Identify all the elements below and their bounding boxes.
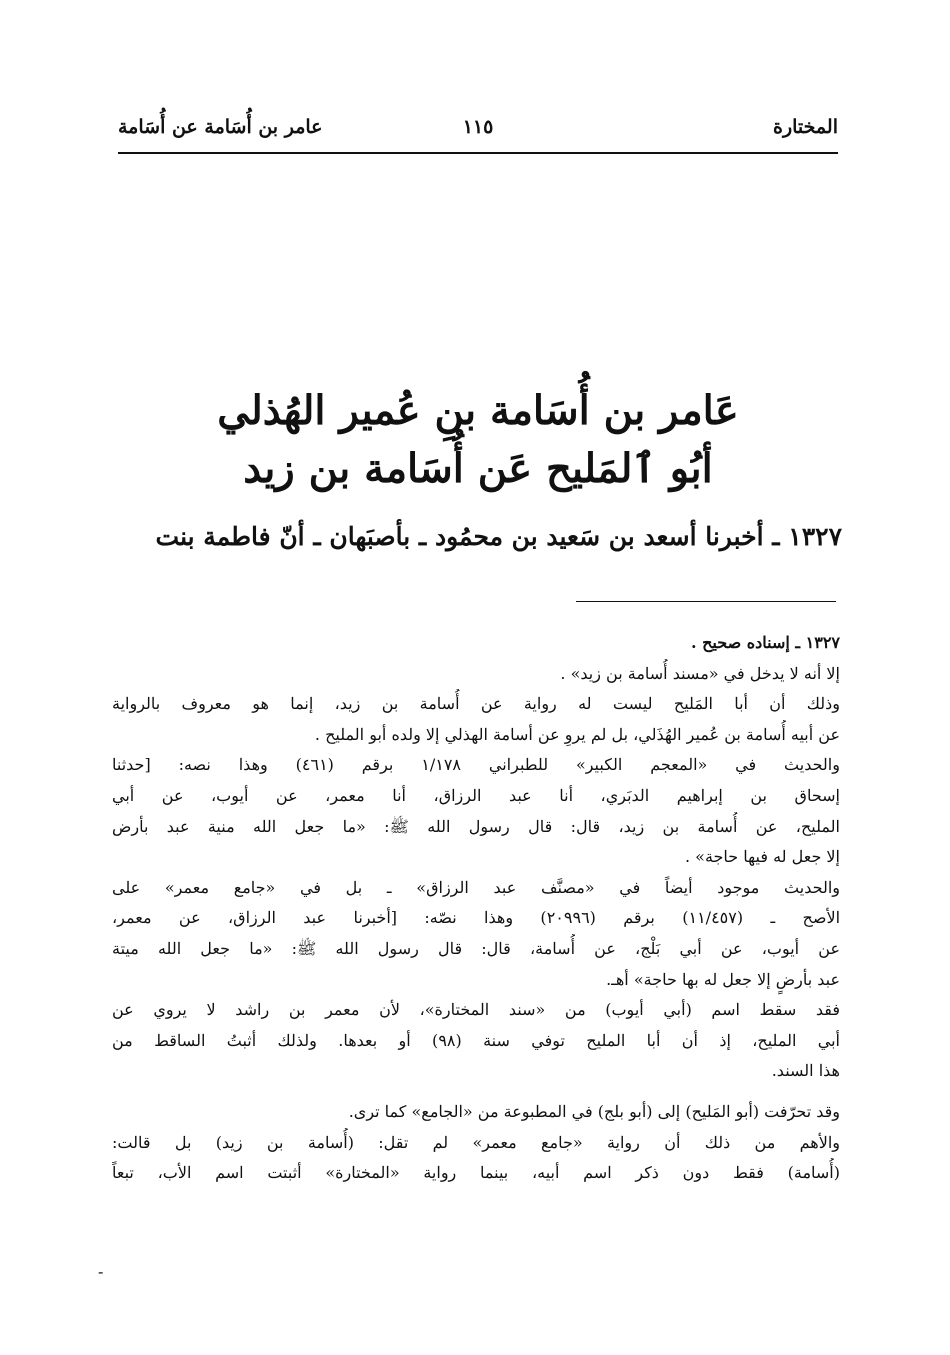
footnote-line: عن أيوب، عن أبي بَلْج، عن أُسامة، قال: قال رسول الله ﷺ: «ما جعل الله ميتة <box>112 938 840 958</box>
hadith-text <box>112 512 842 562</box>
hadith-number: ١٣٢٧ <box>788 522 842 551</box>
header-book-title: المختارة <box>773 116 838 138</box>
footnote-line: عبد بأرضٍ إلا جعل له بها حاجة» أهـ. <box>606 969 840 989</box>
footnote-line: والأهم من ذلك أن رواية «جامع معمر» لم تقل: (أُسامة بن زيد) بل قالت: <box>112 1132 840 1152</box>
hadith-body: ـ أخبرنا أسعد بن سَعيد بن محمُود ـ بأصبَهان ـ أنّ فاطمة بنت <box>155 522 780 551</box>
footnote-line: والحديث موجود أيضاً في «مصنَّف عبد الرزاق» ـ بل في «جامع معمر» على <box>112 877 840 897</box>
footnote-line: المليح، عن أُسامة بن زيد، قال: قال رسول الله ﷺ: «ما جعل الله منية عبد بأرض <box>112 816 840 836</box>
page-number: ١١٥ <box>462 116 494 138</box>
footnote-line: وقد تحرّفت (أبو المَليح) إلى (أبو بلج) في المطبوعة من «الجامع» كما ترى. <box>348 1101 840 1121</box>
footnote-line: إلا جعل له فيها حاجة» . <box>684 847 840 867</box>
chapter-title-line-1: عَامر بن أُسَامة بنِ عُمير الهُذلي <box>217 387 739 434</box>
margin-mark: - <box>98 1262 104 1281</box>
footnote-line: إلا أنه لا يدخل في «مسند أُسامة بن زيد» . <box>560 663 840 683</box>
header-rule <box>118 152 838 154</box>
footnote-line: عن أبيه أُسامة بن عُمير الهُذَلي، بل لم يروِ عن أسامة الهذلي إلا ولده أبو المليح . <box>314 724 840 744</box>
footnote-line: فقد سقط اسم (أبي أيوب) من «سند المختارة»، لأن معمر بن راشد لا يروي عن <box>112 1000 840 1020</box>
chapter-title-line-2: أبُو ٱلمَليح عَن أُسَامة بن زيد <box>243 445 713 492</box>
footnote-line: (أُسامة) فقط دون ذكر اسم أبيه، بينما رواية «المختارة» أثبتت اسم الأب، تبعاً <box>112 1163 840 1183</box>
footnote-line: هذا السند. <box>771 1061 840 1081</box>
footnote-separator <box>576 601 836 602</box>
footnote-line: وذلك أن أبا المَليح ليست له رواية عن أُسامة بن زيد، إنما هو معروف بالرواية <box>112 694 840 714</box>
footnote-line: والحديث في «المعجم الكبير» للطبراني ١/١٧٨ برقم (٤٦١) وهذا نصه: [حدثنا <box>112 755 840 775</box>
running-header <box>118 112 838 148</box>
footnotes <box>112 628 840 1189</box>
footnote-line: الأصح ـ (١١/٤٥٧) برقم (٢٠٩٩٦) وهذا نصّه: [أخبرنا عبد الرزاق، عن معمر، <box>112 908 840 928</box>
header-chapter-title: عامر بن أُسَامة عن أُسَامة <box>118 116 323 138</box>
footnote-line: إسحاق بن إبراهيم الدبَري، أنا عبد الرزاق، أنا معمر، عن أيوب، عن أبي <box>112 785 840 805</box>
footnote-line: أبي المليح، إذ أن أبا المليح توفي سنة (٩٨) أو بعدها. ولذلك أثبتُ الساقط من <box>112 1030 840 1050</box>
footnote-line: ١٣٢٧ ـ إسناده صحيح . <box>690 633 840 652</box>
